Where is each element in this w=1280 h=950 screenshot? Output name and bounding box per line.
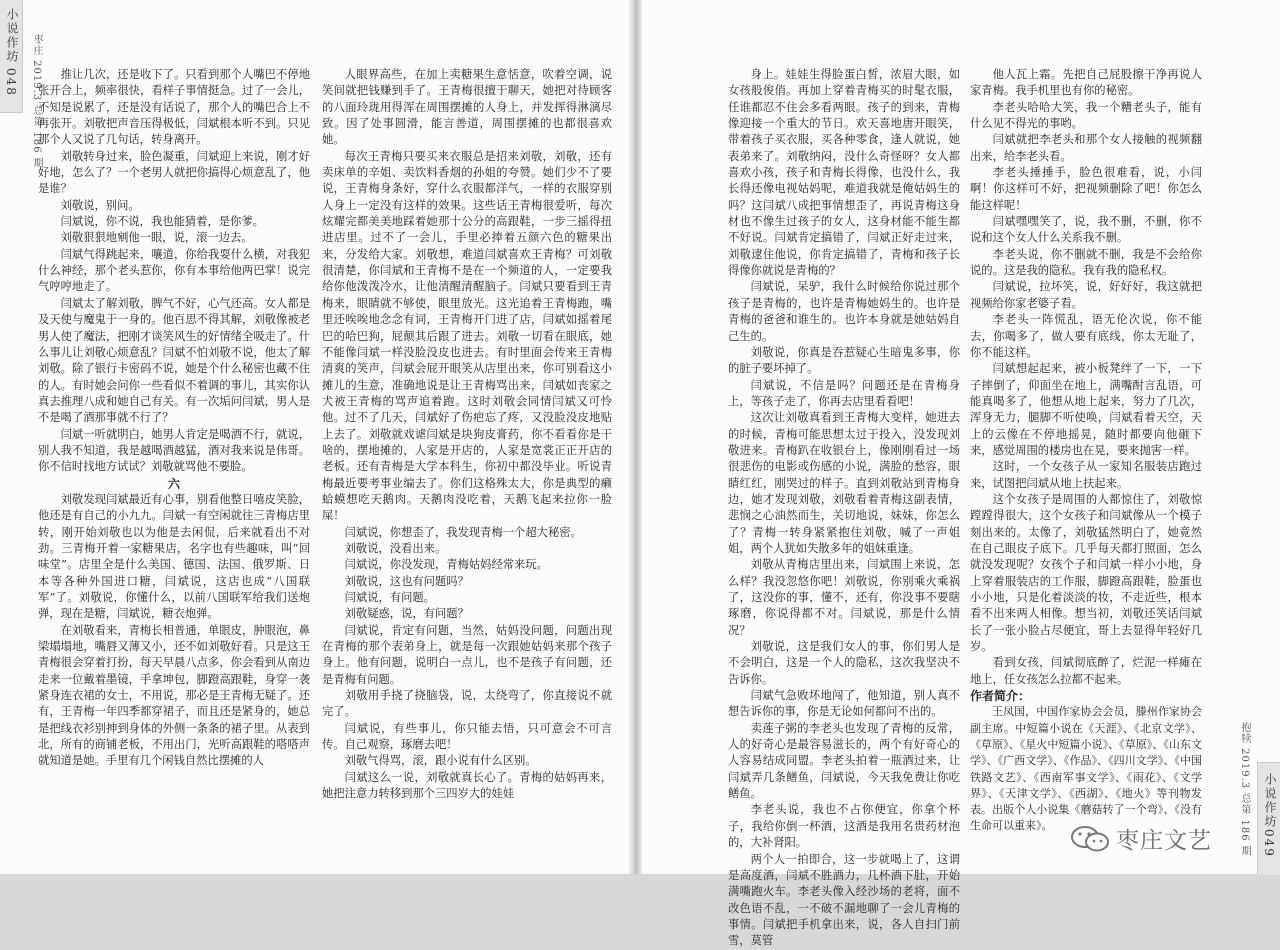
paragraph: 每次王青梅只要买来衣服总是招来刘敬，刘敬，还有卖床单的辛姐、卖饮料香烟的孙姐的夸赞。她们少不了要说，王青梅身条好，穿什么衣服都洋气，一样的衣服穿别人身上一定没有这样的效果。这些话王青梅很爱听，每次炫耀完都美美地踩着她那十公分的高跟鞋，一步三摇得扭进店里。过不了一会儿，手里必捧着五颜六色的糖果出来，分发给大家。刘敬想，难道闫斌喜欢王青梅？可刘敬很清楚，你闫斌和王青梅不是在一个频道的人，一定要我给你他泼泼冷水，让他清醒清醒脑子。闫斌只要看到王青梅来，眼睛就不够使，眼里放光。这光追着王青梅跑，嘴里还唉唉地念念有词，王青梅开门进了店，闫斌如摇着尾巴的哈巴狗，屁颠其后跟了进去。刘敬一切看在眼底，她不能像闫斌一样没脸没皮也进去。有时里面会传来王青梅清爽的笑声，闫斌会屁开眼笑从店里出来，你可别看这小摊儿的生意，准确地说是让王青梅骂出来，闫斌如丧家之犬被王青梅的骂声追着跑。这时刘敬会同情闫斌又可怜他。过不了几天，闫斌好了伤疤忘了疼，又没脸没皮地贴上去了。刘敬就戏谑闫斌是块狗皮膏药，你不看看你是干啥的，摆地摊的，人家是开店的，人家是宽裳正正开店的老板。还有青梅是大学本科生，你初中都没毕业。听说青梅最近要考事业编去了。你们这格殊太大，你是典型的癞蛤蟆想吃天鹅肉。天鹅肉没吃着，天鹅飞起来拉你一脸屎！ [322, 149, 612, 523]
paragraph: 刘敬发现闫斌最近有心事，别看他整日嘻皮笑脸，他还是有自己的小九九。闫斌一有空闲就往三青梅店里转，刚开始刘敬也以为他是去闲侃，后来就看出不对劲。三青梅开着一家糖果店，名字也有些趣味，叫“回味堂”。店里全是什么美国、德国、法国、俄罗斯、日本等各种外国进口糖，闫斌说，这店也成“八国联军”了。刘敬说，你懂什么，以前八国联军给我们送炮弹，现在是糖，闫斌说，糖衣炮弹。 [38, 492, 310, 621]
paragraph: 推让几次，还是收下了。只看到那个人嘴巴不停地张开合上，频率很快，看样子事情挺急。过了一会儿，不知是说累了，还是没有话说了，那个人的嘴巴合上不再张开。刘敬把声音压得极低，闫斌根本听不到。只见那个人又说了几句话，转身离开。 [38, 68, 310, 147]
wechat-watermark [1070, 822, 1212, 855]
paragraph: 闫斌说，有问题。 [344, 591, 435, 604]
paragraph: 闫斌说，你没发现，青梅姑妈经常来玩。 [344, 558, 548, 572]
article-column-2 [322, 67, 612, 867]
paragraph: 刘敬从青梅店里出来，闫斌围上来说，怎么样？我没忽悠你吧！刘敬说，你别乘火乘祸了，这没你的事，懂不，还有，你没事不要瞎琢磨，你说得都不对。闫斌说，那是什么情况？ [728, 558, 960, 637]
page-gutter [628, 0, 642, 874]
paragraph: 闫斌说，有些事儿，你只能去悟，只可意会不可言传。自己观察，琢磨去吧！ [322, 721, 612, 752]
author-bio: 王凤国，中国作家协会会员，滕州作家协会副主席。中短篇小说在《天涯》、《北京文学》、《草原》、《星火中短篇小说》、《草原》、《山东文学》、《广西文学》、《作品》、《四川文学》、《中国铁路文艺》、《西南军事文学》、《雨花》、《文学界》、《天津文学》、《西湖》、《地火》等刊物发表。出版个人小说集《蘑菇转了一个弯》、《没有生命可以重来》。 [970, 705, 1202, 833]
paragraph: 闫斌说，不信是吗？问题还是在青梅身上，等孩子走了，你再去店里看看吧！ [728, 378, 960, 408]
paragraph: 刘敬说，别问。 [60, 198, 140, 212]
paragraph: 这个女孩子是周围的人都惊住了，刘敬惊蹚蹚得很大，这个女孩子和闫斌像从一个模子刻出来的。太像了，刘敬猛然明白了，她竟然在自己眼皮子底下。几乎每天都打照面，怎么就没发现呢？女孩个子和闫斌一样小小地，身上穿着服装店的工作服，脚蹬高跟鞋，脸蛋也小小地，只是化着淡淡的妆，不走近些，根本看不出来两人相像。想当初，刘敬还笑话闫斌长了一张小脸占尽便宜，哥上去显得年轻好几岁。 [970, 492, 1202, 654]
paragraph: 卖莲子粥的李老头也发现了青梅的反常，人的好奇心是最容易滋长的，两个有好奇心的人容易结成同盟。李老头拍着一瓶酒过来，让闫斌弄几条鳝鱼，闫斌说，今天我免费让你吃鳝鱼。 [728, 721, 960, 801]
paragraph: 闫斌就把李老头和那个女人接触的视频翻出来，给李老头看。 [970, 133, 1202, 163]
paragraph: 刘敬气得骂，滚，跟小说有什么区别。 [344, 754, 537, 768]
paragraph: 刘敬用手挠了挠脑袋，说，太绕弯了，你直接说不就完了。 [322, 689, 612, 719]
watermark-label: 枣庄文艺 [1116, 828, 1212, 854]
paragraph: 闫斌说，你不说，我也能猜着，是你爹。 [60, 215, 264, 229]
paragraph: 闫斌太了解刘敬，脾气不好，心气还高。女人都是及天使与魔鬼于一身的。他百思不得其解，刘敬像被老男人使了魔法，把刚才谈笑风生的好情绪全吸走了。什么事儿让刘敬心烦意乱？闫斌不怕刘敬不说，他太了解刘敬。除了银行卡密码不说，她是个什么秘密也藏不住的人。有时她会问你一些看似不着调的事儿，其实你认真去推理八成和她自己有关。有一次垢问闫斌，男人是不是喝了酒那事就不行了？ [38, 296, 310, 425]
section-tab-left [0, 0, 23, 113]
article-column-4 [970, 67, 1202, 867]
left-page-number: 048 [4, 68, 18, 97]
left-issue-label: 枣庄 2019.3 总第 186 期 [31, 34, 42, 169]
right-issue-label: 抱犊 2019.3 总第 186 期 [1239, 722, 1250, 857]
paragraph: 两个人一拍即合，这一步就喝上了，这谓是高度酒，闫斌不胜酒力，几杯酒下肚，开始满嘴跑火车。李老头像入经沙场的老将，面不改色语不乱，一不破不漏地聊了一会儿青梅的事情。闫斌把手机拿出来，说，各人自扫门前雪，莫管 [728, 852, 960, 948]
paragraph: 李老头说，我也不占你便宜，你拿个杯子，我给你倒一杯酒，这酒是我用名贵药材泡的，大补肾阳。 [728, 803, 960, 850]
section-name-right: 小说作坊 [1263, 773, 1277, 829]
paragraph: 在刘敬看来，青梅长相普通，单眼皮，肿眼泡，鼻梁塌塌地，嘴唇又薄又小，还不如刘敬好看。只是这王青梅很会穿着打扮，每天早晨八点多，你会看到从南边走来一位戴着墨镜，手拿坤包，脚蹬高跟鞋，身穿一袭紧身连衣裙的女士，不用说，那必是王青梅无疑了。还有，王青梅一年四季都穿裙子，而且还是紧身的，她总是把线衣衫别抻到身体的外侧一条条的裙子里。从表到北，所有的商铺老板，不用出门，光听高跟鞋的嗒嗒声就知道是她。手里有几个闲钱自然比摆摊的人 [38, 623, 310, 768]
paragraph: 刘敬说，这是我们女人的事，你们男人是不会明白，这是一个人的隐私，这次我坚决不告诉你。 [728, 640, 960, 686]
paragraph: 刘敬狠狠地剜他一眼，说，滚一边去。 [60, 231, 253, 245]
section-heading: 六 [167, 476, 180, 491]
right-page-number: 049 [1262, 829, 1276, 858]
paragraph: 闫斌说，肯定有问题，当然，姑妈没问题，问题出现在青梅的那个表弟身上，就是每一次跟她姑妈来那个孩子身上。他有问题，说明白一点儿，也不是孩子有问题，还是青梅有问题。 [322, 623, 612, 686]
section-name-left: 小说作坊 [5, 8, 19, 64]
section-heading: 作者简介： [970, 689, 1031, 704]
paragraph: 闫斌说，呆驴，我什么时候给你说过那个孩子是青梅的，也许是青梅她妈生的。也许是青梅的爸爸和谁生的。也许本身就是她姑妈自己生的。 [728, 280, 960, 343]
paragraph: 身上。娃娃生得脸蛋白皙，浓眉大眼，如女孩般俊俏。再加上穿着青梅买的时髦衣服，任谁都忍不住会多看两眼。孩子的到来，青梅像迎接一个重大的节日。欢天喜地唐开眼笑，带着孩子买衣服，买各种零食，逢人就说，她表弟来了。刘敬纳闷，没什么奇怪呀？女人都喜欢小孩，孩子和青梅长得像，也没什么，我长得还像电视姑妈呢，难道我就是俺姑妈生的吗？这闫斌八成把事情想歪了，再说青梅这身材也不像生过孩子的女人，这身材能不能生都不好说。闫斌肯定搞错了，闫斌正好走过来，刘敬逮住他说，你肯定搞错了，青梅和孩子长得像你就说是青梅的？ [728, 68, 960, 278]
paragraph: 刘敬说，这也有问题吗？ [344, 574, 469, 588]
paragraph: 李老头捶捶手，脸色很难看，说，小闫啊！你这样可不好，把视频删除了吧！你怎么能这样呢！ [970, 166, 1202, 212]
article-column-3 [728, 67, 960, 948]
paragraph: 闫斌气急败坏地闯了，他知道，别人真不想告诉你的事，你是无论如何都问不出的。 [728, 689, 960, 719]
paragraph: 闫斌这么一说，刘敬就真长心了。青梅的姑妈再来，她把注意力转移到那个三四岁大的娃娃 [322, 770, 612, 801]
paragraph: 看到女孩，闫斌彻底醉了，烂泥一样瘫在地上，任女孩怎么拉都不起来。 [970, 656, 1202, 686]
paragraph: 闫斌说，拉坏笑，说，好好好，我这就把视频给你家老婆子看。 [970, 280, 1202, 310]
section-tab-right [1257, 762, 1280, 875]
paragraph: 刘敬疑惑，说，有问题？ [344, 607, 469, 621]
paragraph: 李老头说，你不删就不删，我是不会给你说的。这是我的隐私。我有我的隐私权。 [970, 247, 1202, 278]
paragraph: 这次让刘敬真看到王青梅大变样，她进去的时候，青梅可能思想太过于投入，没发现刘敬进来。青梅趴在收银台上，像刚刚看过一场很悲伤的电影或伤感的小说，满脸的愁容，眼睛红红，刚哭过的样子。直到刘敬站到青梅身边，她才发现刘敬，刘敬看着青梅这副表情，悲悯之心油然而生，关切地说，妹妹，你怎么了？青梅一转身紧紧抱住刘敬，喊了一声姐姐，两个人犹如失散多年的姐妹重逢。 [728, 411, 960, 555]
paragraph: 这时，一个女孩子从一家知名服装店跑过来，试图把闫斌从地上扶起来。 [970, 460, 1202, 490]
paragraph: 闫斌气得跳起来，嚷道，你给我耍什么横，对我犯什么神经，那个老头惹你，你有本事给他两巴掌！说完气哼哼地走了。 [38, 247, 310, 294]
article-column-1 [38, 67, 310, 867]
paragraph: 刘敬说，你真是吞惹疑心生暗鬼多事，你的脏子要坏掉了。 [728, 345, 960, 376]
paragraph: 他人瓦上霜。先把自己屁股擦干净再说人家青梅。我手机里也有你的秘密。 [970, 68, 1202, 98]
wechat-icon [1070, 825, 1110, 853]
paragraph: 闫斌一听就明白，她男人肯定是喝酒不行，就说，别人我不知道，我是越喝酒越猛，酒对我来说是伟哥。你不信时找地方试试？刘敬就骂他不要脸。 [38, 427, 310, 474]
paragraph: 闫斌想起起来，被小板凳绊了一下，一下子摔倒了，仰面坐在地上，满嘴酎言乱语，可能真喝多了，他想从地上起来，努力了几次，浑身无力，腿脚不听使唤，闫斌看着天空，天上的云像在不停地摇晃，随时都要向他砸下来，感觉周围的楼房也在晃，要来抛害一样。 [970, 362, 1202, 457]
paragraph: 闫斌嘿嘿笑了，说，我不删，不删，你不说和这个女人什么关系我不删。 [970, 215, 1202, 245]
paragraph: 李老头一阵慌乱，语无伦次说，你不能去，你喝多了，做人要有底线，你太无耻了，你不能这样。 [970, 313, 1202, 359]
paragraph: 闫斌说，你想歪了，我发现青梅一个超大秘密。 [344, 525, 582, 539]
paragraph: 刘敬说，没看出来。 [344, 541, 447, 555]
paragraph: 李老头哈哈大笑，我一个糟老头子，能有什么见不得光的事哟。 [970, 100, 1202, 131]
paragraph: 刘敬转身过来，脸色凝重，闫斌迎上来说，刚才好好地，怎么了？一个老男人就把你搞得心烦意乱了，他是谁？ [38, 149, 310, 196]
paragraph: 人眼界高些，在加上卖糖果生意恬意，吹着空调，说笑间就把钱赚到手了。王青梅很擅于聊天，她把对待顾客的八面玲珑用得浑在周围摆摊的人身上，并发挥得淋漓尽致。因了处事圆滑，能言善道，周围摆摊的也都很喜欢她。 [322, 68, 612, 147]
